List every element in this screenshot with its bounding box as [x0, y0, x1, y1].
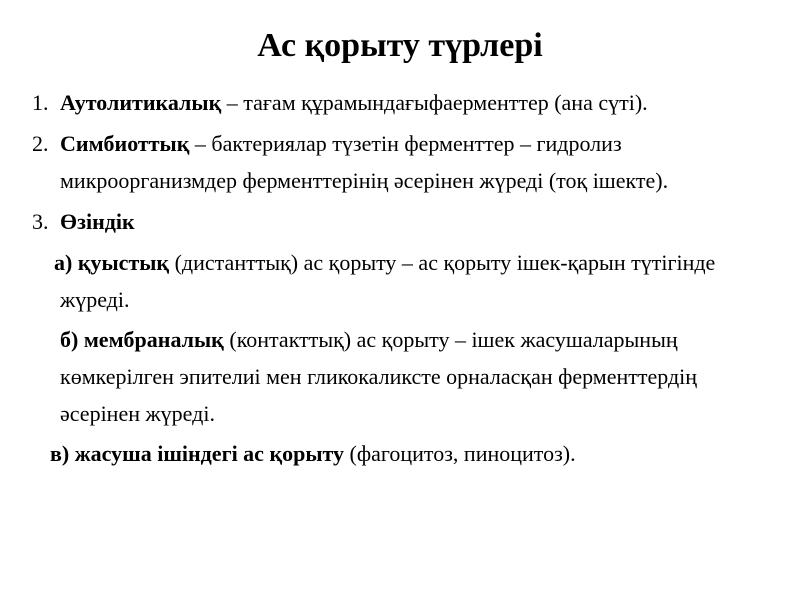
list-item-symbiotic: [32, 125, 772, 199]
list-number: 2.: [32, 131, 49, 156]
subitem-text: (контакттық) ас қорыту – ішек жасушаларының көмкерілген эпителиі мен гликокаликсте орналасқан ферменттердің әсерінен жүреді.: [60, 327, 698, 426]
subitem-term: а) қуыстық: [54, 250, 170, 275]
list-item-term: Өзіндік: [60, 209, 135, 234]
list-item-term: Симбиоттық: [60, 131, 190, 156]
subitem-cavity: [32, 244, 772, 318]
subitem-intracellular: [32, 435, 772, 472]
subitem-text: (дистанттық) ас қорыту – ас қорыту ішек-қарын түтігінде жүреді.: [60, 250, 716, 312]
list-number: 1.: [32, 90, 49, 115]
slide-title: Ас қорыту түрлері: [257, 27, 543, 64]
list-item-term: Аутолитикалық: [60, 90, 222, 115]
subitem-term: в) жасуша ішіндегі ас қорыту: [50, 441, 345, 466]
list-item-own: [32, 203, 772, 240]
list-item-text: – тағам құрамындағыфаерменттер (ана сүті).: [221, 90, 648, 115]
slide-content: [32, 84, 772, 475]
subitem-term: б) мембраналық: [60, 327, 224, 352]
subitem-membrane: [32, 321, 772, 432]
subitem-text: (фагоцитоз, пиноцитоз).: [344, 441, 576, 466]
list-number: 3.: [32, 209, 49, 234]
list-item-text: – бактериялар түзетін ферменттер – гидролиз микроорганизмдер ферменттерінің әсерінен жүреді (тоқ ішекте).: [60, 131, 669, 193]
list-item-autolytic: [32, 84, 772, 121]
